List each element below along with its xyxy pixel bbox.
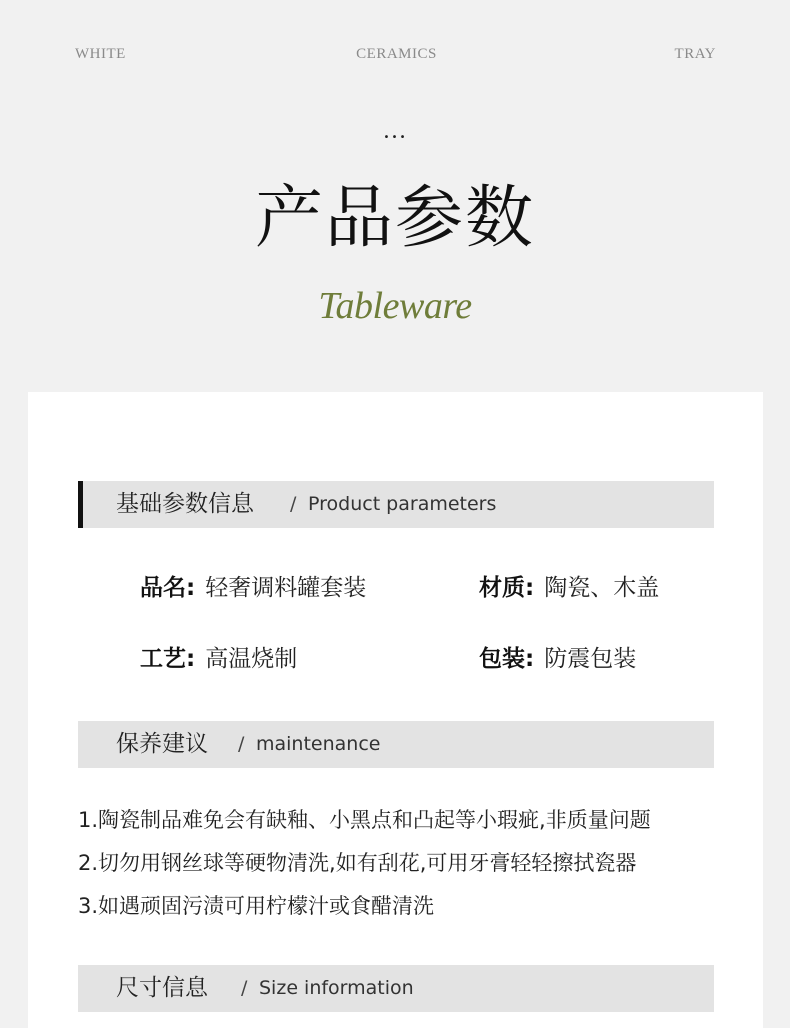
maintenance-tip-2: 2.切勿用钢丝球等硬物清洗,如有刮花,可用牙膏轻轻擦拭瓷器 bbox=[78, 851, 637, 875]
section-title-en: Size information bbox=[259, 977, 414, 999]
section-header-basic bbox=[78, 481, 714, 528]
maintenance-tip-1: 1.陶瓷制品难免会有缺釉、小黑点和凸起等小瑕疵,非质量问题 bbox=[78, 808, 651, 832]
param-label: 品名: bbox=[140, 575, 196, 601]
section-header-size bbox=[78, 965, 714, 1012]
param-craft bbox=[140, 644, 297, 674]
param-packaging bbox=[479, 644, 636, 674]
ellipsis-ornament: … bbox=[382, 118, 408, 144]
param-label: 材质: bbox=[479, 575, 535, 601]
section-title-zh: 基础参数信息 bbox=[116, 491, 254, 517]
tag-ceramics: CERAMICS bbox=[356, 46, 437, 62]
section-title-en: maintenance bbox=[256, 733, 381, 755]
section-header-maintenance bbox=[78, 721, 714, 768]
page-title: 产品参数 bbox=[254, 179, 535, 258]
page-subtitle: Tableware bbox=[318, 285, 472, 327]
header-tags bbox=[0, 46, 790, 66]
maintenance-tip-3: 3.如遇顽固污渍可用柠檬汁或食醋清洗 bbox=[78, 894, 435, 918]
section-title-zh: 保养建议 bbox=[116, 731, 208, 757]
param-material bbox=[479, 573, 659, 603]
section-accent-bar bbox=[78, 481, 83, 528]
section-separator: / bbox=[290, 493, 297, 515]
param-value: 陶瓷、木盖 bbox=[544, 575, 660, 601]
section-separator: / bbox=[241, 977, 248, 999]
param-value: 轻奢调料罐套装 bbox=[205, 575, 367, 601]
param-label: 工艺: bbox=[140, 646, 196, 672]
param-value: 防震包装 bbox=[544, 646, 637, 672]
section-separator: / bbox=[238, 733, 245, 755]
param-value: 高温烧制 bbox=[205, 646, 298, 672]
content-card bbox=[28, 392, 763, 1028]
param-label: 包装: bbox=[479, 646, 535, 672]
tag-white: WHITE bbox=[75, 46, 126, 62]
param-name bbox=[140, 573, 366, 603]
section-title-zh: 尺寸信息 bbox=[116, 975, 208, 1001]
section-title-en: Product parameters bbox=[308, 493, 497, 515]
tag-tray: TRAY bbox=[674, 46, 716, 62]
